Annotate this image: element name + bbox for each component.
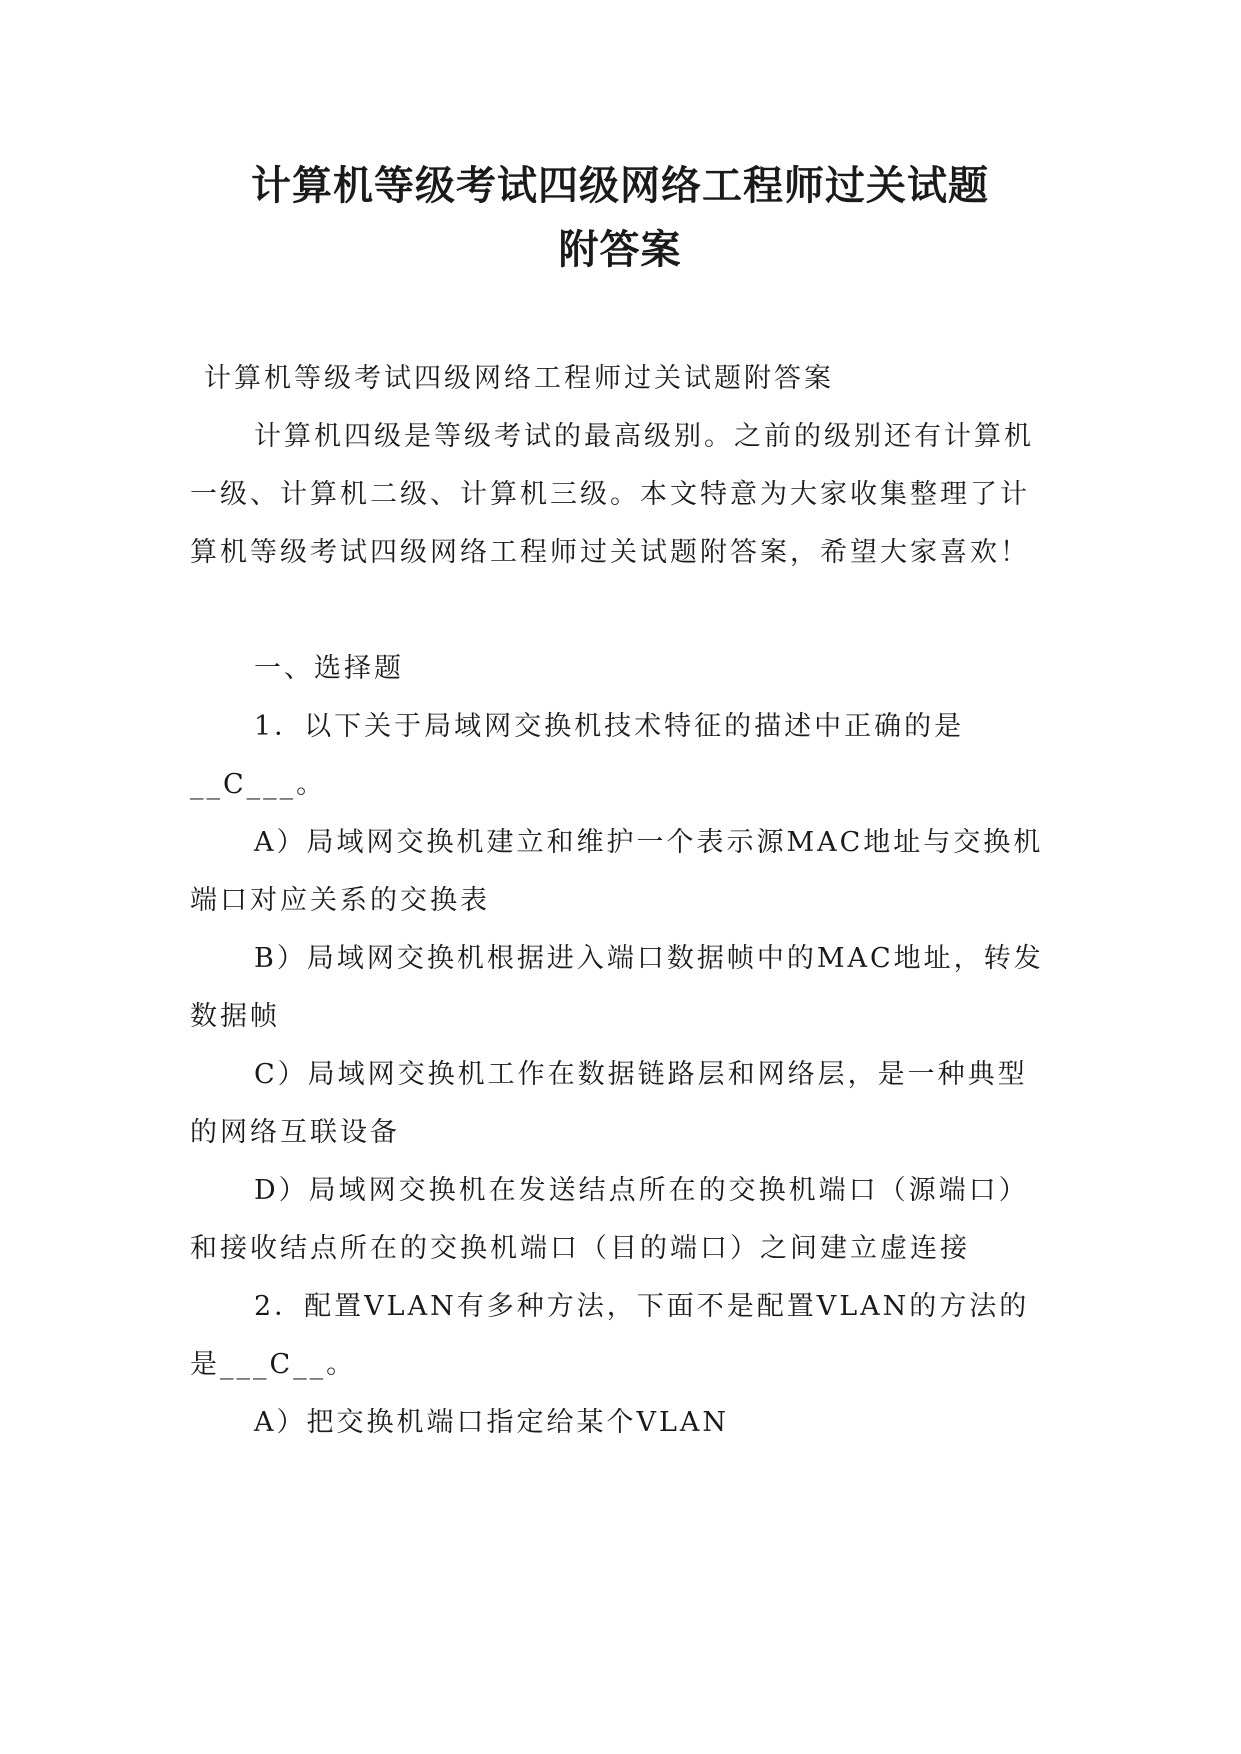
document-subtitle: 计算机等级考试四级网络工程师过关试题附答案	[204, 363, 834, 394]
question-option: D）局域网交换机在发送结点所在的交换机端口（源端口）和接收结点所在的交换机端口（目的端口）之间建立虚连接	[190, 1175, 1029, 1264]
question-option: A）局域网交换机建立和维护一个表示源MAC地址与交换机端口对应关系的交换表	[190, 827, 1044, 916]
question-stem: 1．以下关于局域网交换机技术特征的描述中正确的是__C___。	[190, 711, 965, 800]
spacer	[190, 582, 1050, 640]
question-option: B）局域网交换机根据进入端口数据帧中的MAC地址，转发数据帧	[190, 943, 1044, 1032]
document-title	[180, 154, 1060, 282]
title-line-1: 计算机等级考试四级网络工程师过关试题	[251, 163, 989, 209]
document-body	[190, 350, 1050, 1452]
title-line-2: 附答案	[558, 227, 682, 273]
intro-paragraph: 计算机四级是等级考试的最高级别。之前的级别还有计算机一级、计算机二级、计算机三级。本文特意为大家收集整理了计算机等级考试四级网络工程师过关试题附答案，希望大家喜欢！	[190, 421, 1034, 568]
question-stem: 2．配置VLAN有多种方法，下面不是配置VLAN的方法的是___C__。	[190, 1291, 1030, 1380]
section-heading: 一、选择题	[254, 653, 404, 684]
question-option: C）局域网交换机工作在数据链路层和网络层，是一种典型的网络互联设备	[190, 1059, 1028, 1148]
question-option: A）把交换机端口指定给某个VLAN	[254, 1407, 730, 1438]
